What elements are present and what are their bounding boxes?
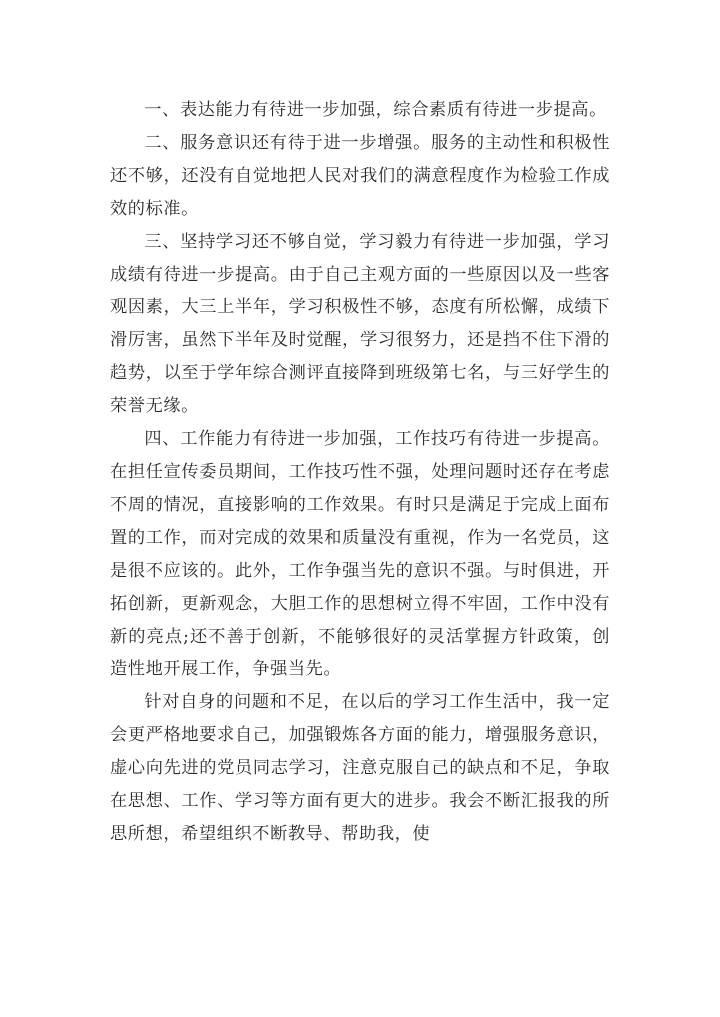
paragraph-5: 针对自身的问题和不足，在以后的学习工作生活中，我一定会更严格地要求自己，加强锻炼各方面的能力，增强服务意识，虚心向先进的党员同志学习，注意克服自己的缺点和不足，争取在思想、工作、学习等方面有更大的进步。我会不断汇报我的所思所想，希望组织不断教导、帮助我，使 — [110, 692, 610, 844]
document-body — [110, 94, 610, 851]
paragraph-2: 二、服务意识还有待于进一步增强。服务的主动性和积极性还不够，还没有自觉地把人民对我们的满意程度作为检验工作成效的标准。 — [110, 132, 610, 219]
paragraph-1: 一、表达能力有待进一步加强，综合素质有待进一步提高。 — [144, 100, 607, 120]
paragraph-4: 四、工作能力有待进一步加强，工作技巧有待进一步提高。在担任宣传委员期间，工作技巧性不强，处理问题时还存在考虑不周的情况，直接影响的工作效果。有时只是满足于完成上面布置的工作，而对完成的效果和质量没有重视，作为一名党员，这是很不应该的。此外，工作争强当先的意识不强。与时俱进，开拓创新，更新观念，大胆工作的思想树立得不牢固，工作中没有新的亮点;还不善于创新，不能够很好的灵活掌握方针政策，创造性地开展工作，争强当先。 — [110, 429, 610, 680]
paragraph-3: 三、坚持学习还不够自觉，学习毅力有待进一步加强，学习成绩有待进一步提高。由于自己主观方面的一些原因以及一些客观因素，大三上半年，学习积极性不够，态度有所松懈，成绩下滑厉害，虽然下半年及时觉醒，学习很努力，还是挡不住下滑的趋势，以至于学年综合测评直接降到班级第七名，与三好学生的荣誉无缘。 — [110, 231, 610, 417]
